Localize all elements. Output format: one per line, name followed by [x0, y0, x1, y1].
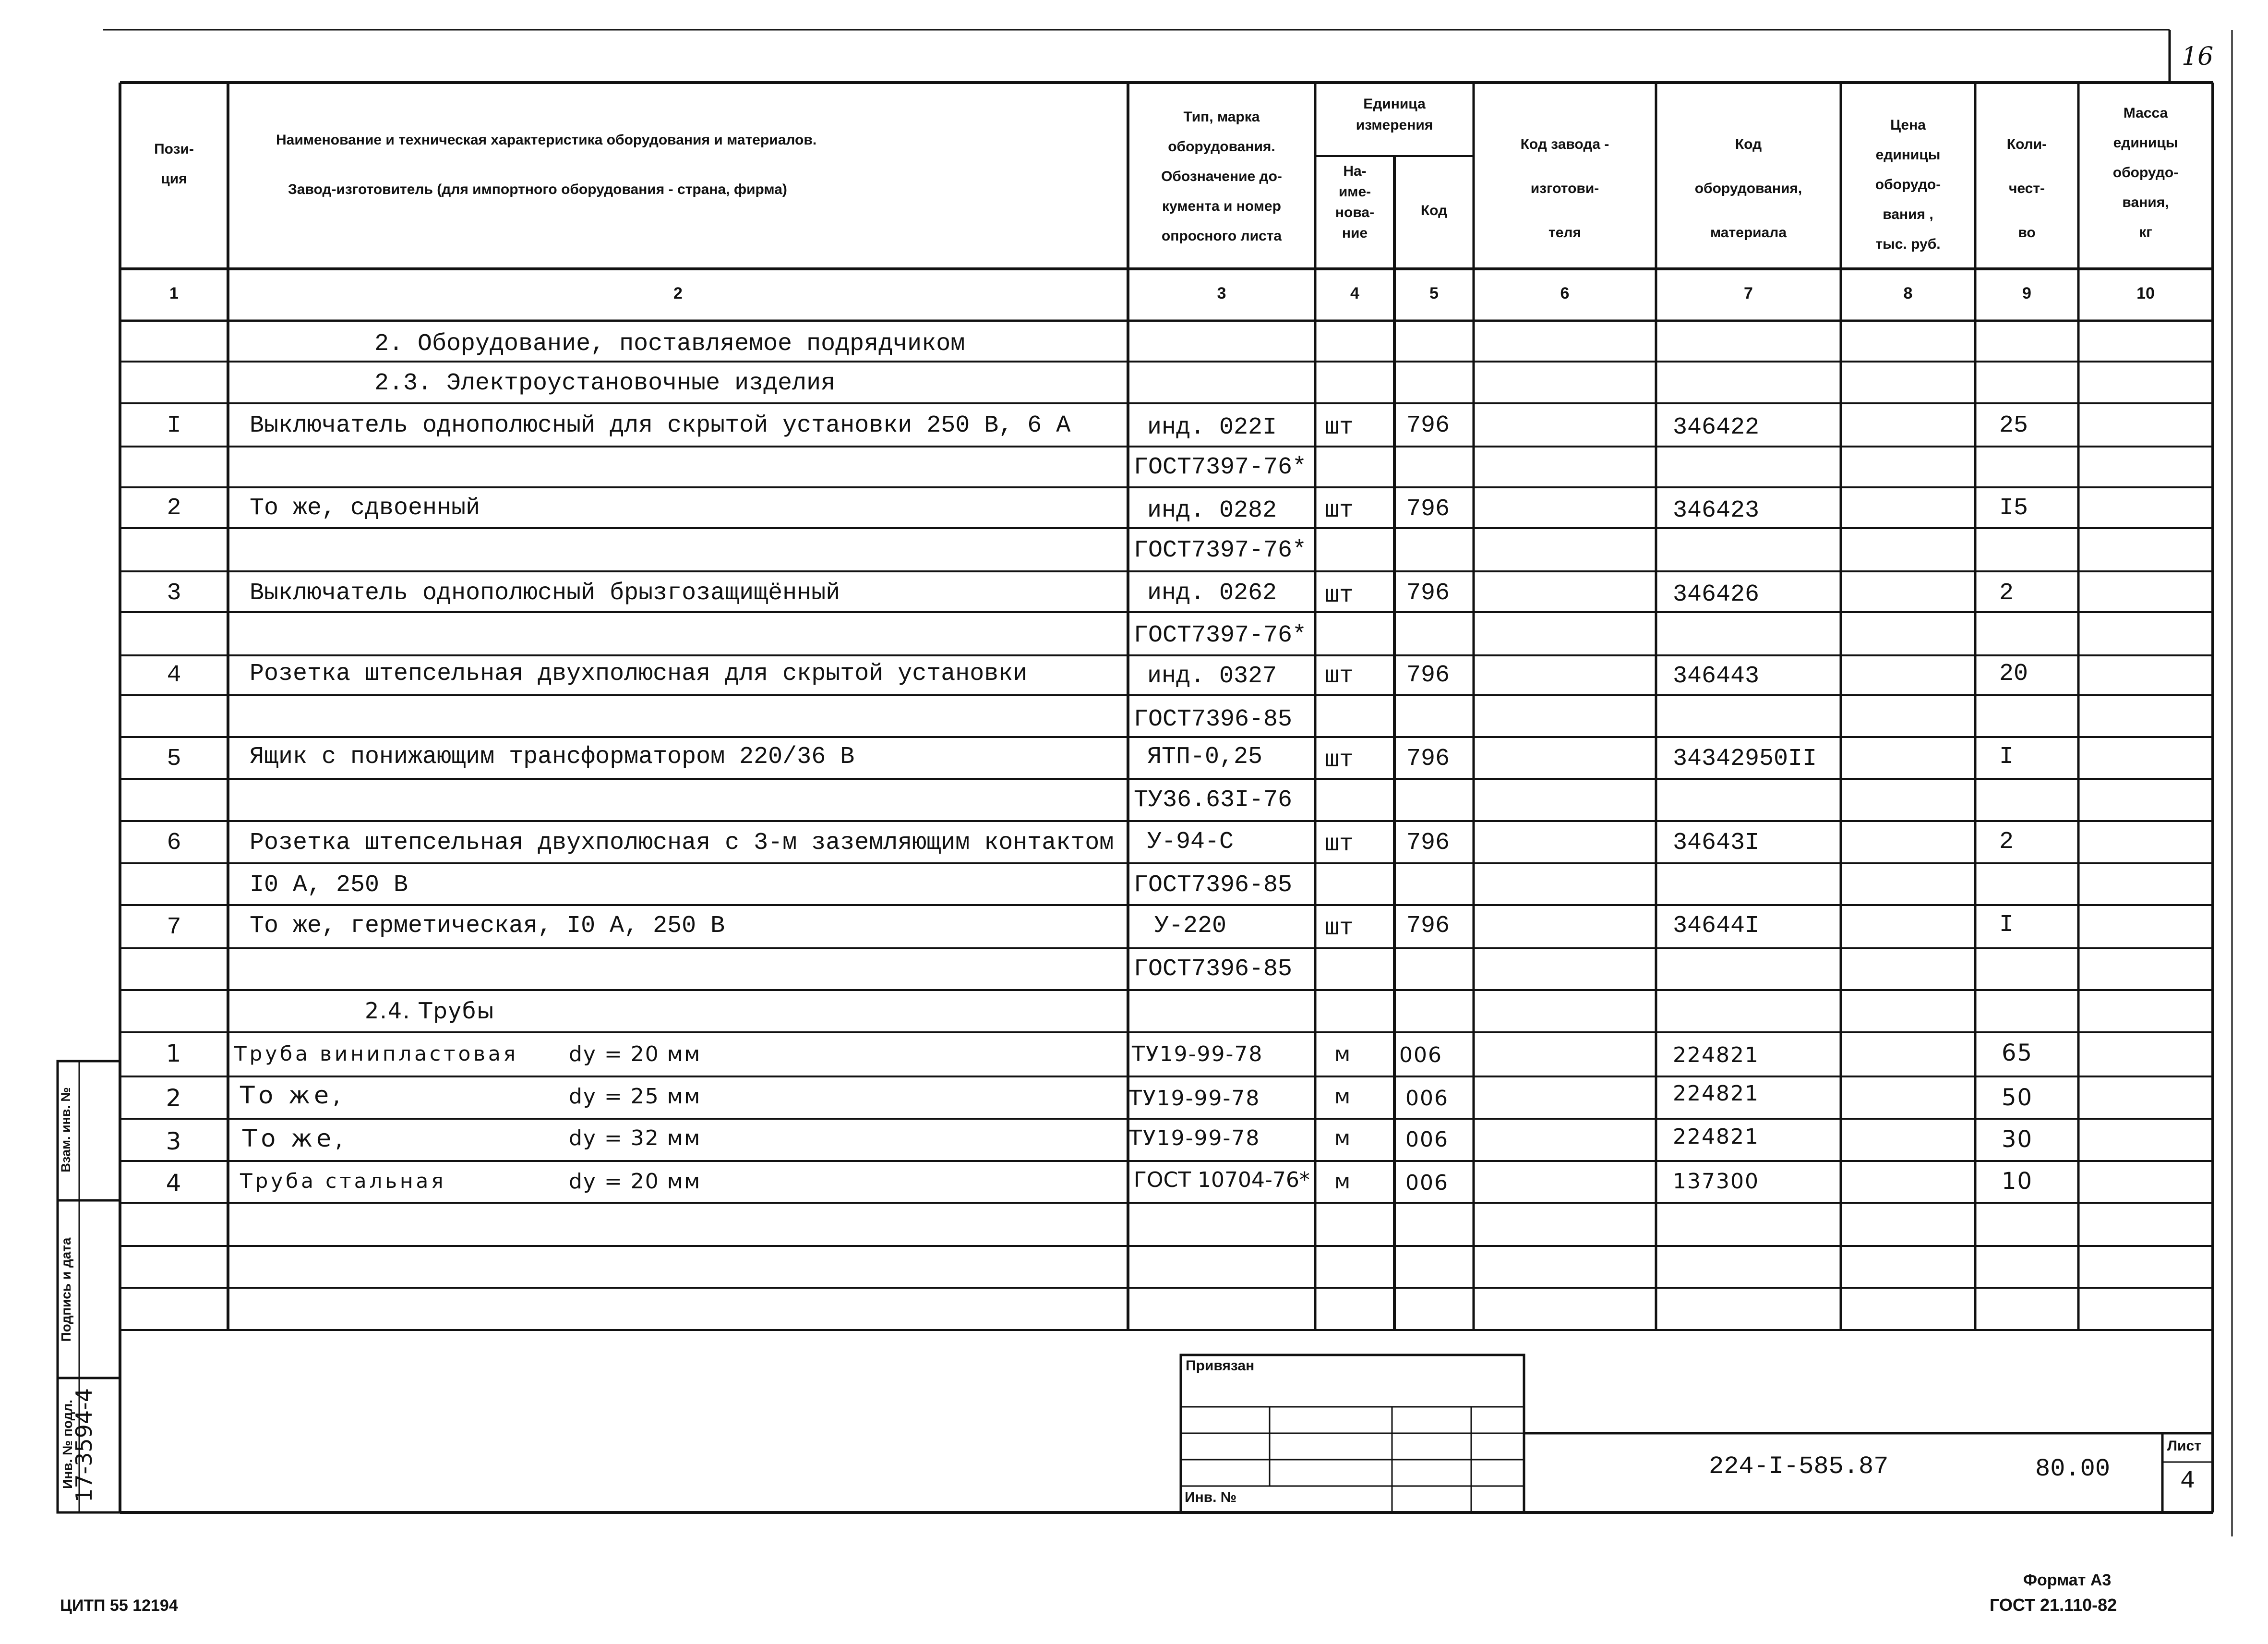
row5-name: Ящик с понижающим трансформатором 220/36 В	[250, 743, 855, 771]
side-vzam-inv: Взам. инв. №	[59, 1087, 73, 1173]
footer-gost: ГОСТ 21.110-82	[1990, 1595, 2117, 1615]
row3-quantity: 2	[1999, 580, 2014, 607]
row5-type: ЯТП-0,25	[1147, 743, 1263, 771]
stamp-sheet-number: 4	[2180, 1467, 2196, 1495]
row7-type: У-220	[1154, 912, 1227, 940]
stamp-album: 80.00	[2035, 1455, 2111, 1483]
row5-doc: ТУ36.63I-76	[1134, 786, 1293, 814]
pipe1-position: 1	[166, 1040, 182, 1067]
row4-unit-code: 796	[1406, 662, 1450, 689]
row4-type: инд. 0327	[1147, 663, 1277, 690]
header-unit-group: Единица измерения	[1356, 96, 1433, 133]
pipe4-quantity: 10	[2002, 1168, 2033, 1195]
row7-position: 7	[167, 914, 181, 941]
row7-quantity: I	[1999, 911, 2014, 939]
col-num-8: 8	[1903, 284, 1913, 302]
pipe2-material-code: 224821	[1673, 1081, 1759, 1106]
col-num-5: 5	[1429, 284, 1439, 302]
row4-doc: ГОСТ7396-85	[1134, 706, 1293, 733]
pipe4-name: Труба стальная	[240, 1169, 446, 1193]
row6-material-code: 34643I	[1673, 829, 1760, 857]
stamp-privyazan: Привязан	[1186, 1358, 1255, 1374]
pipe2-quantity: 50	[2002, 1084, 2033, 1111]
row7-name: То же, герметическая, I0 А, 250 В	[250, 912, 725, 940]
pipe4-material-code: 137300	[1673, 1169, 1759, 1194]
row6-unit-code: 796	[1406, 829, 1450, 857]
row2-material-code: 346423	[1673, 497, 1760, 524]
pipe1-dy: dу = 20 мм	[569, 1042, 701, 1066]
pipe4-unit-code: 006	[1405, 1171, 1449, 1195]
row1-name: Выключатель однополюсный для скрытой установки 250 В, 6 А	[250, 412, 1071, 439]
row6-name-line2: I0 А, 250 В	[250, 871, 408, 899]
header-name-line1: Наименование и техническая характеристика оборудования и материалов.	[276, 132, 817, 148]
pipe4-position: 4	[166, 1169, 182, 1197]
pipe2-dy: dу = 25 мм	[569, 1084, 701, 1109]
pipe4-dy: dу = 20 мм	[569, 1169, 701, 1194]
pipe3-dy: dу = 32 мм	[569, 1126, 701, 1150]
header-quantity: Коли- чест- во	[2006, 136, 2047, 241]
row6-doc: ГОСТ7396-85	[1134, 871, 1293, 899]
pipe1-unit-code: 006	[1399, 1043, 1442, 1067]
pipe3-position: 3	[166, 1127, 182, 1155]
page-number: 16	[2182, 42, 2214, 71]
row4-unit: шт	[1325, 663, 1354, 690]
pipe3-unit: м	[1334, 1126, 1352, 1150]
pipe3-quantity: 30	[2002, 1126, 2033, 1153]
row5-position: 5	[167, 745, 181, 773]
row2-name: То же, сдвоенный	[250, 495, 480, 522]
pipe1-doc: ТУ19-99-78	[1132, 1042, 1263, 1066]
row5-quantity: I	[1999, 743, 2014, 771]
row7-material-code: 34644I	[1673, 912, 1760, 940]
pipe1-unit: м	[1334, 1042, 1352, 1066]
pipe1-quantity: 65	[2002, 1040, 2033, 1066]
section-heading-2-3: 2.3. Электроустановочные изделия	[374, 370, 836, 397]
header-mass: Масса единицы оборудо- вания, кг	[2112, 105, 2179, 240]
col-num-2: 2	[673, 284, 683, 302]
stamp-inv-no: Инв. №	[1185, 1489, 1237, 1505]
pipe3-name: То же,	[242, 1124, 347, 1152]
pipe2-doc: ТУ19-99-78	[1129, 1086, 1260, 1111]
row6-quantity: 2	[1999, 828, 2014, 856]
header-name-line2: Завод-изготовитель (для импортного оборудования - страна, фирма)	[288, 181, 787, 197]
row2-unit-code: 796	[1406, 496, 1450, 523]
header-factory-code: Код завода - изготови- теля	[1520, 136, 1609, 241]
footer-left: ЦИТП 55 12194	[60, 1596, 178, 1615]
header-price: Цена единицы оборудо- вания , тыс. руб.	[1875, 117, 1941, 252]
row3-type: инд. 0262	[1147, 580, 1277, 607]
row2-type: инд. 0282	[1147, 497, 1277, 524]
col-num-3: 3	[1217, 284, 1226, 302]
stamp-sheet-label: Лист	[2167, 1438, 2201, 1454]
row4-quantity: 20	[1999, 660, 2028, 688]
pipe1-material-code: 224821	[1673, 1043, 1759, 1067]
header-type-mark: Тип, марка оборудования. Обозначение до- кумента и номер опросного листа	[1161, 109, 1282, 244]
pipe2-name: То же,	[240, 1081, 344, 1109]
pipe2-unit: м	[1334, 1084, 1352, 1109]
row7-doc: ГОСТ7396-85	[1134, 955, 1293, 983]
pipe4-unit: м	[1334, 1169, 1352, 1194]
side-podpis-data: Подпись и дата	[59, 1237, 73, 1342]
row2-quantity: I5	[1999, 495, 2028, 522]
row3-material-code: 346426	[1673, 581, 1760, 608]
row3-unit-code: 796	[1406, 580, 1450, 607]
col-num-7: 7	[1744, 284, 1753, 302]
header-position: Пози- ция	[154, 141, 194, 187]
row6-name: Розетка штепсельная двухполюсная с 3-м заземляющим контактом	[250, 829, 1114, 857]
row2-unit: шт	[1325, 497, 1354, 524]
row4-material-code: 346443	[1673, 663, 1760, 690]
footer-format: Формат А3	[2023, 1571, 2112, 1589]
row6-unit: шт	[1325, 831, 1354, 858]
header-unit-code: Код	[1420, 203, 1448, 218]
row7-unit-code: 796	[1406, 912, 1450, 940]
row1-material-code: 346422	[1673, 414, 1760, 441]
row5-unit: шт	[1325, 747, 1354, 774]
row6-position: 6	[167, 829, 181, 857]
pipe2-unit-code: 006	[1405, 1086, 1449, 1111]
row3-position: 3	[167, 580, 181, 607]
col-num-9: 9	[2022, 284, 2031, 302]
side-inv-value: 17-3594-4	[71, 1388, 97, 1503]
row1-type: инд. 022I	[1147, 414, 1277, 441]
row6-type: У-94-С	[1147, 828, 1234, 856]
section-heading-2-4: 2.4. Трубы	[365, 998, 495, 1024]
row3-doc: ГОСТ7397-76*	[1134, 622, 1307, 649]
col-num-4: 4	[1350, 284, 1359, 302]
row3-unit: шт	[1325, 582, 1354, 609]
row1-position: I	[167, 412, 181, 439]
row1-quantity: 25	[1999, 412, 2028, 439]
row1-doc: ГОСТ7397-76*	[1134, 454, 1307, 481]
pipe2-position: 2	[166, 1084, 182, 1112]
col-num-10: 10	[2136, 284, 2155, 302]
pipe4-doc: ГОСТ 10704-76*	[1134, 1168, 1310, 1192]
row5-unit-code: 796	[1406, 745, 1450, 773]
row1-unit-code: 796	[1406, 412, 1450, 439]
pipe3-doc: ТУ19-99-78	[1129, 1126, 1260, 1150]
pipe3-material-code: 224821	[1673, 1124, 1759, 1149]
pipe1-name: Труба винипластовая	[234, 1042, 519, 1065]
pipe3-unit-code: 006	[1405, 1127, 1449, 1152]
row7-unit: шт	[1325, 915, 1354, 942]
side-inv-podl: Инв. № подл.	[60, 1400, 75, 1489]
col-num-6: 6	[1560, 284, 1570, 302]
row1-unit: шт	[1325, 414, 1354, 441]
row5-material-code: 34342950II	[1673, 745, 1817, 773]
col-num-1: 1	[169, 284, 179, 302]
stamp-doc-code: 224-I-585.87	[1709, 1452, 1889, 1481]
row3-name: Выключатель однополюсный брызгозащищённый	[250, 580, 840, 607]
row2-doc: ГОСТ7397-76*	[1134, 537, 1307, 564]
row4-position: 4	[167, 662, 181, 689]
header-unit-name: На- име- нова- ние	[1335, 163, 1375, 241]
row4-name: Розетка штепсельная двухполюсная для скрытой установки	[250, 660, 1028, 688]
header-material-code: Код оборудования, материала	[1694, 136, 1802, 241]
section-heading-2: 2. Оборудование, поставляемое подрядчиком	[374, 330, 965, 358]
row2-position: 2	[167, 495, 181, 522]
